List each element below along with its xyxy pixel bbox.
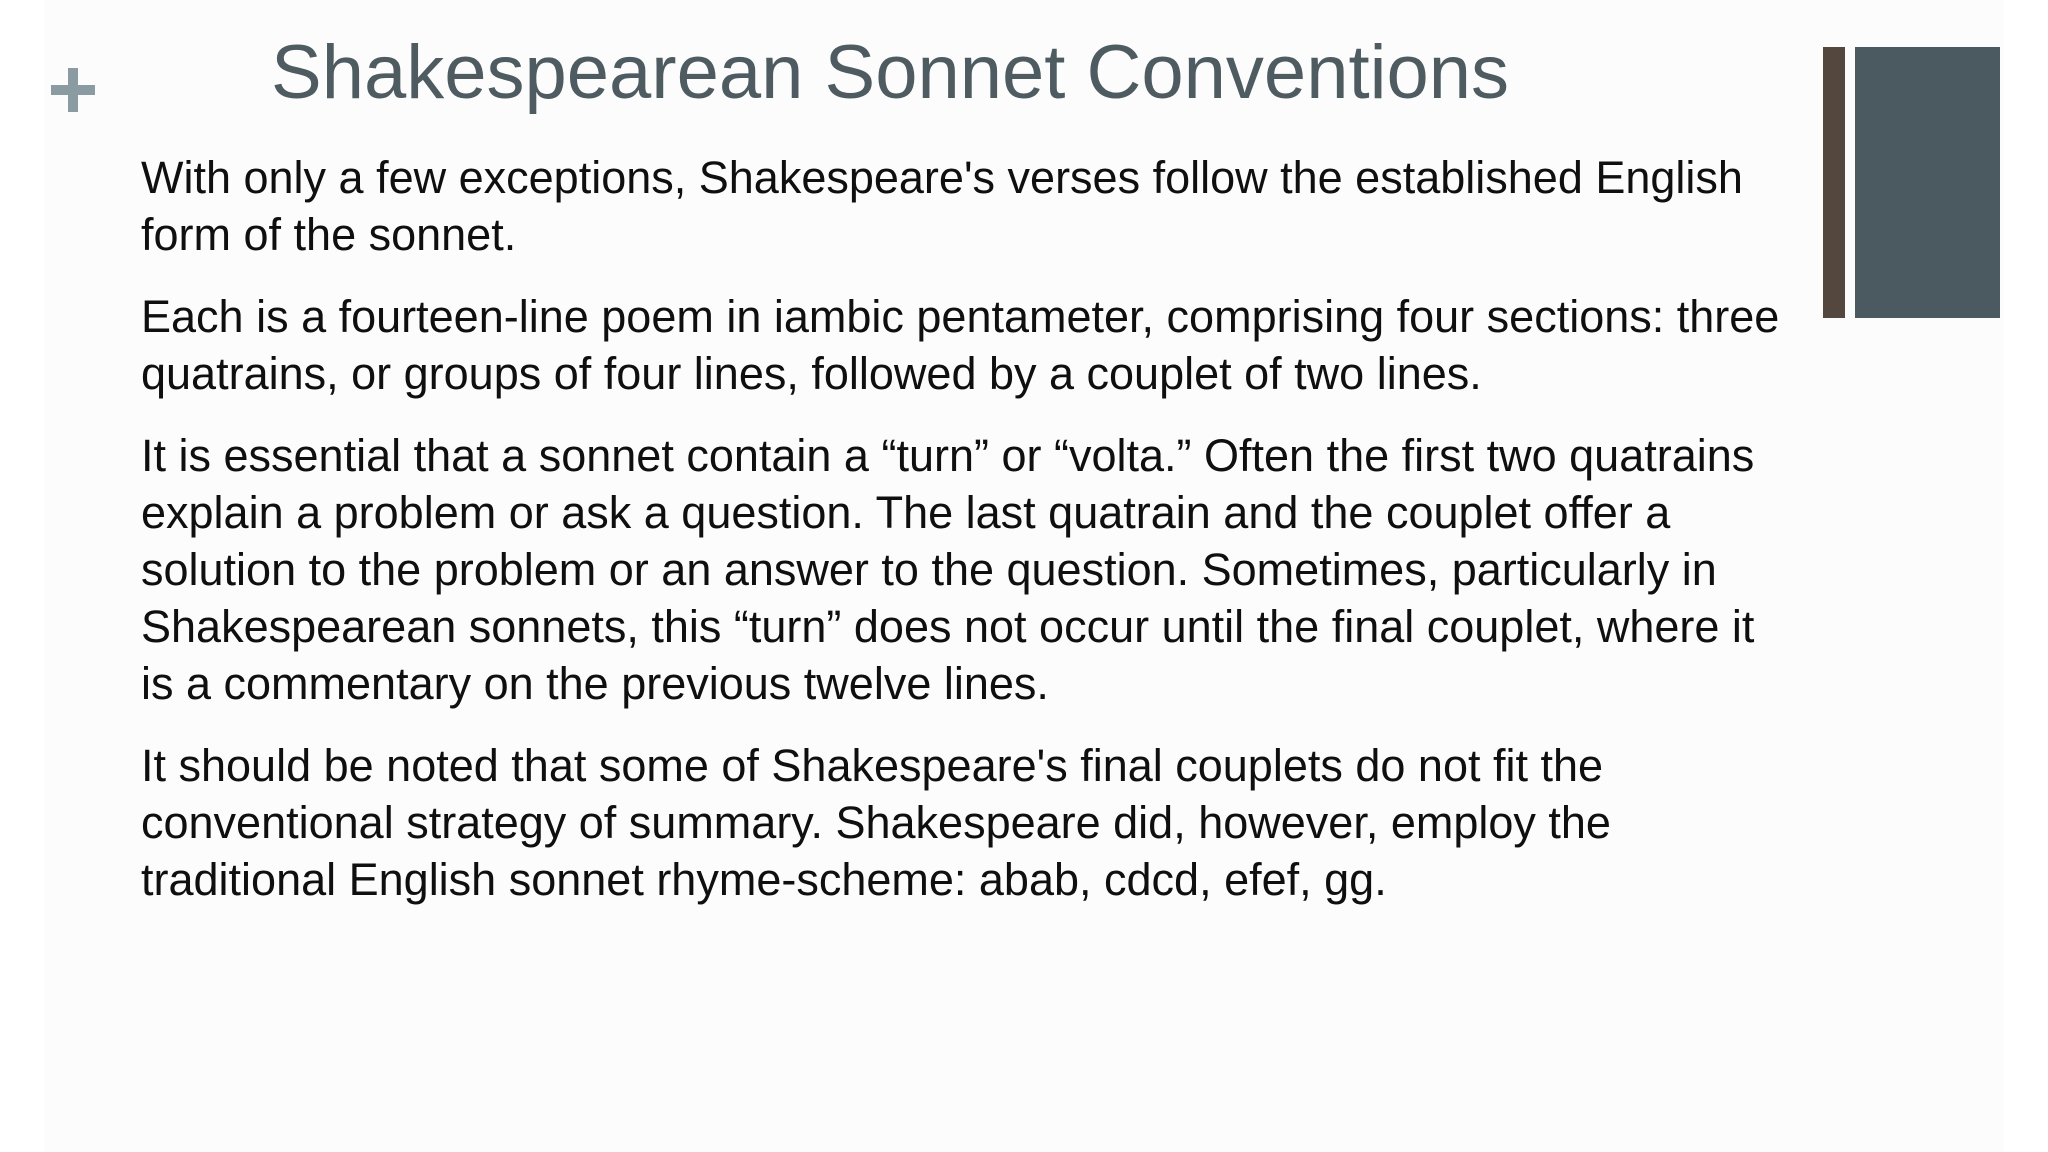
paragraph-structure: Each is a fourteen-line poem in iambic pentameter, comprising four sections: three quatrains, or groups of four lines, followed by a couplet of two lines. <box>141 291 1780 399</box>
slide-body <box>141 149 1781 933</box>
plus-icon-vertical <box>68 68 78 112</box>
accent-bar-slate <box>1855 47 2000 318</box>
paragraph-volta: It is essential that a sonnet contain a “turn” or “volta.” Often the first two quatrains explain a problem or ask a question. The last quatrain and the couplet offer a solution to the problem or an answer to the question. Sometimes, particularly in Shakespearean sonnets, this “turn” does not occur until the final couplet, where it is a commentary on the previous twelve lines. <box>141 430 1755 709</box>
slide-title: Shakespearean Sonnet Conventions <box>271 30 1510 115</box>
paragraph-rhyme-scheme: It should be noted that some of Shakespeare's final couplets do not fit the conventional strategy of summary. Shakespeare did, however, employ the traditional English sonnet rhyme-scheme: abab, cdcd, efef, gg. <box>141 740 1611 905</box>
accent-bar-brown <box>1823 47 1845 318</box>
plus-icon <box>51 68 95 112</box>
paragraph-english-form: With only a few exceptions, Shakespeare's verses follow the established English form of the sonnet. <box>141 152 1743 260</box>
